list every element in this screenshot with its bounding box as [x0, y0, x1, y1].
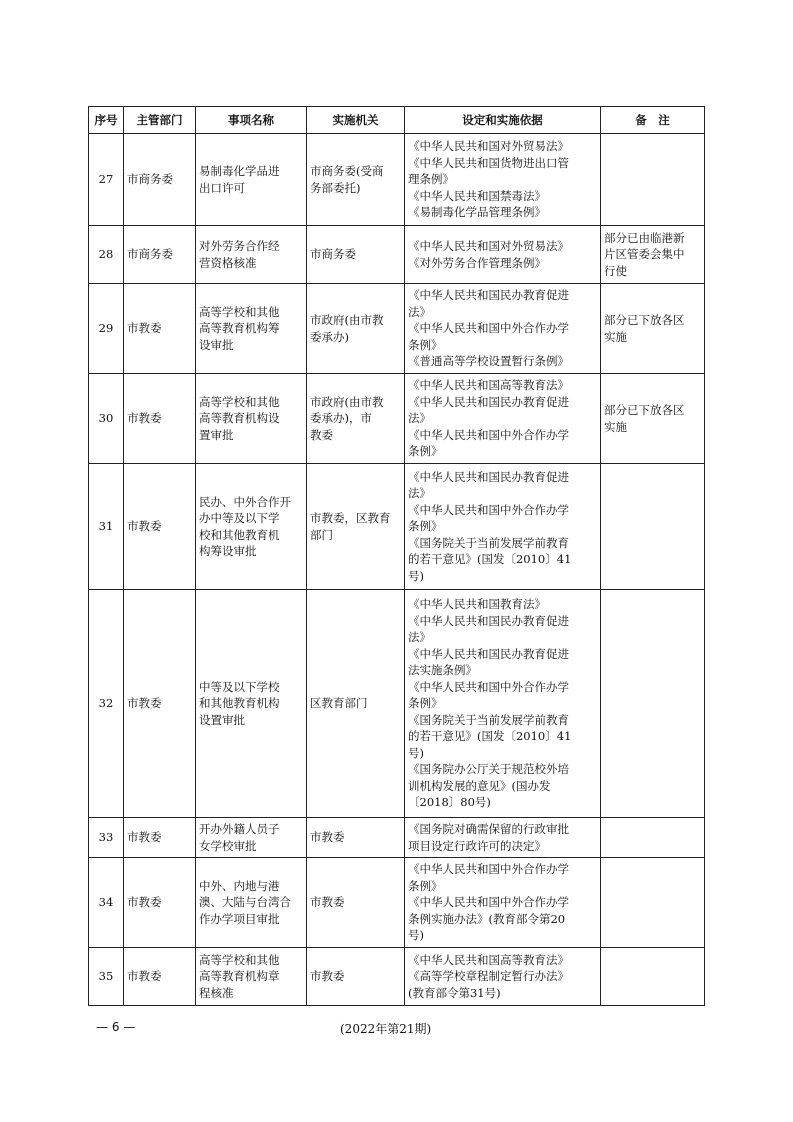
- cell-implementing-agency: [307, 226, 405, 284]
- cell-implementing-agency: [307, 374, 405, 464]
- cell-department: 市教委: [124, 818, 196, 858]
- cell-legal-basis-line: 《高等学校章程制定暂行办法》: [408, 969, 569, 984]
- cell-implementing-agency-line: 市商务委: [310, 247, 356, 262]
- cell-legal-basis-line: (教育部令第31号): [408, 985, 501, 1000]
- header-serial-number: 序号: [89, 107, 124, 134]
- header-implementing-agency: 实施机关: [307, 107, 405, 134]
- cell-legal-basis: [405, 590, 601, 818]
- cell-department: 市商务委: [124, 134, 196, 226]
- table-row: [89, 858, 705, 948]
- cell-department: 市商务委: [124, 226, 196, 284]
- cell-remarks: [601, 858, 705, 948]
- cell-remarks: [601, 226, 705, 284]
- cell-department: 市教委: [124, 590, 196, 818]
- cell-item-name: [196, 374, 307, 464]
- cell-implementing-agency-line: 市政府(由市教: [310, 313, 384, 327]
- page-number: — 6 —: [96, 1020, 136, 1034]
- cell-remarks: [601, 374, 705, 464]
- header-legal-basis: 设定和实施依据: [405, 107, 601, 134]
- cell-item-name-line: 易制毒化学品进: [199, 164, 280, 178]
- cell-legal-basis: [405, 464, 601, 590]
- cell-implementing-agency-line: 市教委，区教育: [310, 511, 391, 525]
- cell-legal-basis-line: 训机构发展的意见》(国办发: [408, 778, 551, 793]
- cell-remarks: [601, 464, 705, 590]
- cell-remarks-line: 部分已下放各区: [604, 403, 685, 417]
- cell-legal-basis-line: 《普通高等学校设置暂行条例》: [408, 354, 569, 369]
- header-item-name: 事项名称: [196, 107, 307, 134]
- cell-legal-basis-line: 《中华人民共和国民办教育促进: [408, 469, 569, 484]
- header-department: 主管部门: [124, 107, 196, 134]
- cell-legal-basis-line: 《对外劳务合作管理条例》: [408, 255, 546, 270]
- cell-legal-basis-line: 《中华人民共和国货物进出口管: [408, 155, 569, 170]
- cell-item-name-line: 高等学校和其他: [199, 394, 280, 409]
- header-remarks: 备 注: [601, 107, 705, 134]
- cell-legal-basis-line: 条例》: [408, 444, 443, 459]
- cell-legal-basis-line: 《国务院对确需保留的行政审批: [408, 822, 569, 836]
- cell-legal-basis-line: 《中华人民共和国高等教育法》: [408, 952, 569, 967]
- cell-item-name-line: 高等教育机构筹: [199, 321, 280, 336]
- cell-remarks-line: 片区管委会集中: [604, 247, 685, 262]
- cell-department: 市教委: [124, 284, 196, 374]
- cell-legal-basis-line: 项目设定行政许可的决定》: [408, 838, 546, 853]
- cell-implementing-agency: [307, 858, 405, 948]
- cell-department: 市教委: [124, 464, 196, 590]
- cell-remarks: [601, 948, 705, 1006]
- cell-item-name-line: 澳、大陆与台湾合: [199, 895, 291, 910]
- cell-implementing-agency: [307, 284, 405, 374]
- cell-item-name: [196, 134, 307, 226]
- cell-item-name-line: 置审批: [199, 427, 234, 442]
- cell-item-name-line: 对外劳务合作经: [199, 239, 280, 253]
- cell-legal-basis: [405, 374, 601, 464]
- cell-item-name-line: 设审批: [199, 337, 234, 352]
- table-row: [89, 590, 705, 818]
- cell-legal-basis-line: 的若干意见》(国发〔2010〕41: [408, 729, 572, 744]
- cell-implementing-agency-line: 市教委: [310, 895, 345, 910]
- cell-implementing-agency-line: 市教委: [310, 969, 345, 984]
- cell-item-name-line: 民办、中外合作开: [199, 494, 291, 509]
- cell-legal-basis-line: 理条例》: [408, 172, 454, 187]
- cell-legal-basis-line: 法》: [408, 411, 431, 426]
- cell-item-name: [196, 948, 307, 1006]
- cell-item-name-line: 作办学项目审批: [199, 911, 280, 926]
- cell-remarks-line: 部分已由临港新: [604, 230, 685, 245]
- cell-legal-basis-line: 《中华人民共和国中外合作办学: [408, 679, 569, 694]
- cell-item-name-line: 高等学校和其他: [199, 952, 280, 967]
- cell-implementing-agency-line: 委承办): [310, 329, 349, 344]
- cell-implementing-agency-line: 部门: [310, 527, 333, 542]
- table-row: [89, 818, 705, 858]
- cell-item-name-line: 中等及以下学校: [199, 679, 280, 694]
- cell-legal-basis-line: 条例》: [408, 696, 443, 711]
- cell-implementing-agency-line: 市政府(由市教: [310, 394, 384, 409]
- cell-legal-basis-line: 《中华人民共和国中外合作办学: [408, 862, 569, 877]
- cell-legal-basis-line: 法》: [408, 486, 431, 501]
- cell-implementing-agency: [307, 818, 405, 858]
- cell-legal-basis-line: 《中华人民共和国中外合作办学: [408, 502, 569, 517]
- cell-legal-basis-line: 条例》: [408, 337, 443, 352]
- cell-item-name: [196, 858, 307, 948]
- table-row: [89, 134, 705, 226]
- cell-legal-basis: [405, 858, 601, 948]
- cell-item-name-line: 和其他教育机构: [199, 696, 280, 711]
- cell-remarks: [601, 134, 705, 226]
- table-row: [89, 948, 705, 1006]
- cell-item-name-line: 设置审批: [199, 712, 245, 727]
- cell-legal-basis-line: 《中华人民共和国中外合作办学: [408, 895, 569, 910]
- cell-department: 市教委: [124, 374, 196, 464]
- cell-remarks-line: 部分已下放各区: [604, 313, 685, 327]
- cell-legal-basis-line: 的若干意见》(国发〔2010〕41: [408, 552, 572, 567]
- cell-legal-basis-line: 法》: [408, 304, 431, 319]
- cell-remarks: [601, 284, 705, 374]
- cell-implementing-agency-line: 市商务委(受商: [310, 164, 384, 178]
- table-row: [89, 284, 705, 374]
- cell-legal-basis-line: 号): [408, 745, 424, 760]
- cell-item-name-line: 开办外籍人员子: [199, 822, 280, 836]
- cell-serial-number: 35: [89, 948, 124, 1006]
- cell-legal-basis-line: 号): [408, 568, 424, 583]
- cell-legal-basis-line: 《中华人民共和国民办教育促进: [408, 646, 569, 661]
- cell-item-name: [196, 818, 307, 858]
- cell-legal-basis-line: 《中华人民共和国禁毒法》: [408, 188, 546, 203]
- cell-item-name-line: 高等教育机构章: [199, 969, 280, 984]
- cell-legal-basis-line: 《中华人民共和国民办教育促进: [408, 288, 569, 303]
- cell-item-name: [196, 590, 307, 818]
- cell-item-name-line: 女学校审批: [199, 838, 257, 853]
- cell-legal-basis: [405, 818, 601, 858]
- cell-implementing-agency-line: 区教育部门: [310, 696, 368, 711]
- cell-serial-number: 32: [89, 590, 124, 818]
- cell-item-name-line: 高等教育机构设: [199, 411, 280, 426]
- cell-legal-basis-line: 《中华人民共和国高等教育法》: [408, 378, 569, 393]
- cell-legal-basis-line: 《国务院办公厅关于规范校外培: [408, 762, 569, 777]
- cell-item-name: [196, 284, 307, 374]
- cell-implementing-agency-line: 市教委: [310, 830, 345, 845]
- issue-label: (2022年第21期): [340, 1022, 432, 1036]
- cell-legal-basis-line: 《中华人民共和国中外合作办学: [408, 321, 569, 336]
- cell-remarks-line: 实施: [604, 329, 627, 344]
- cell-serial-number: 28: [89, 226, 124, 284]
- cell-serial-number: 29: [89, 284, 124, 374]
- table-row: [89, 374, 705, 464]
- cell-remarks-line: 行使: [604, 263, 627, 278]
- cell-item-name-line: 中外、内地与港: [199, 878, 280, 893]
- cell-legal-basis-line: 〔2018〕80号): [408, 795, 491, 810]
- cell-item-name: [196, 464, 307, 590]
- table-header-row: [89, 107, 705, 134]
- cell-legal-basis: [405, 284, 601, 374]
- cell-legal-basis-line: 《中华人民共和国民办教育促进: [408, 394, 569, 409]
- cell-item-name-line: 程核准: [199, 985, 234, 1000]
- cell-legal-basis-line: 《国务院关于当前发展学前教育: [408, 535, 569, 550]
- cell-legal-basis-line: 《中华人民共和国中外合作办学: [408, 427, 569, 442]
- cell-implementing-agency-line: 委承办)，市: [310, 411, 372, 426]
- cell-legal-basis-line: 《中华人民共和国对外贸易法》: [408, 239, 569, 253]
- cell-legal-basis-line: 《中华人民共和国民办教育促进: [408, 613, 569, 628]
- cell-item-name-line: 高等学校和其他: [199, 304, 280, 319]
- cell-serial-number: 34: [89, 858, 124, 948]
- cell-item-name: [196, 226, 307, 284]
- cell-serial-number: 27: [89, 134, 124, 226]
- cell-legal-basis: [405, 948, 601, 1006]
- table-row: [89, 226, 705, 284]
- table-row: [89, 464, 705, 590]
- cell-item-name-line: 出口许可: [199, 180, 245, 195]
- cell-remarks-line: 实施: [604, 419, 627, 434]
- cell-legal-basis-line: 法实施条例》: [408, 663, 477, 678]
- cell-legal-basis-line: 《易制毒化学品管理条例》: [408, 205, 546, 220]
- cell-legal-basis: [405, 226, 601, 284]
- cell-legal-basis: [405, 134, 601, 226]
- cell-serial-number: 33: [89, 818, 124, 858]
- cell-remarks: [601, 590, 705, 818]
- cell-legal-basis-line: 条例实施办法》(教育部令第20: [408, 911, 566, 926]
- cell-serial-number: 30: [89, 374, 124, 464]
- approval-items-table: [88, 106, 705, 1006]
- cell-serial-number: 31: [89, 464, 124, 590]
- cell-item-name-line: 校和其他教育机: [199, 527, 280, 542]
- cell-item-name-line: 办中等及以下学: [199, 511, 280, 525]
- cell-department: 市教委: [124, 858, 196, 948]
- cell-implementing-agency: [307, 590, 405, 818]
- cell-remarks: [601, 818, 705, 858]
- cell-legal-basis-line: 法》: [408, 630, 431, 645]
- cell-legal-basis-line: 《中华人民共和国对外贸易法》: [408, 139, 569, 154]
- cell-department: 市教委: [124, 948, 196, 1006]
- cell-implementing-agency: [307, 948, 405, 1006]
- cell-legal-basis-line: 条例》: [408, 878, 443, 893]
- cell-item-name-line: 构筹设审批: [199, 544, 257, 558]
- cell-implementing-agency-line: 教委: [310, 427, 333, 442]
- cell-legal-basis-line: 号): [408, 928, 424, 943]
- cell-implementing-agency-line: 务部委托): [310, 180, 361, 195]
- cell-legal-basis-line: 条例》: [408, 519, 443, 534]
- cell-legal-basis-line: 《国务院关于当前发展学前教育: [408, 712, 569, 727]
- cell-implementing-agency: [307, 134, 405, 226]
- cell-item-name-line: 营资格核准: [199, 255, 257, 270]
- cell-legal-basis-line: 《中华人民共和国教育法》: [408, 597, 546, 612]
- cell-implementing-agency: [307, 464, 405, 590]
